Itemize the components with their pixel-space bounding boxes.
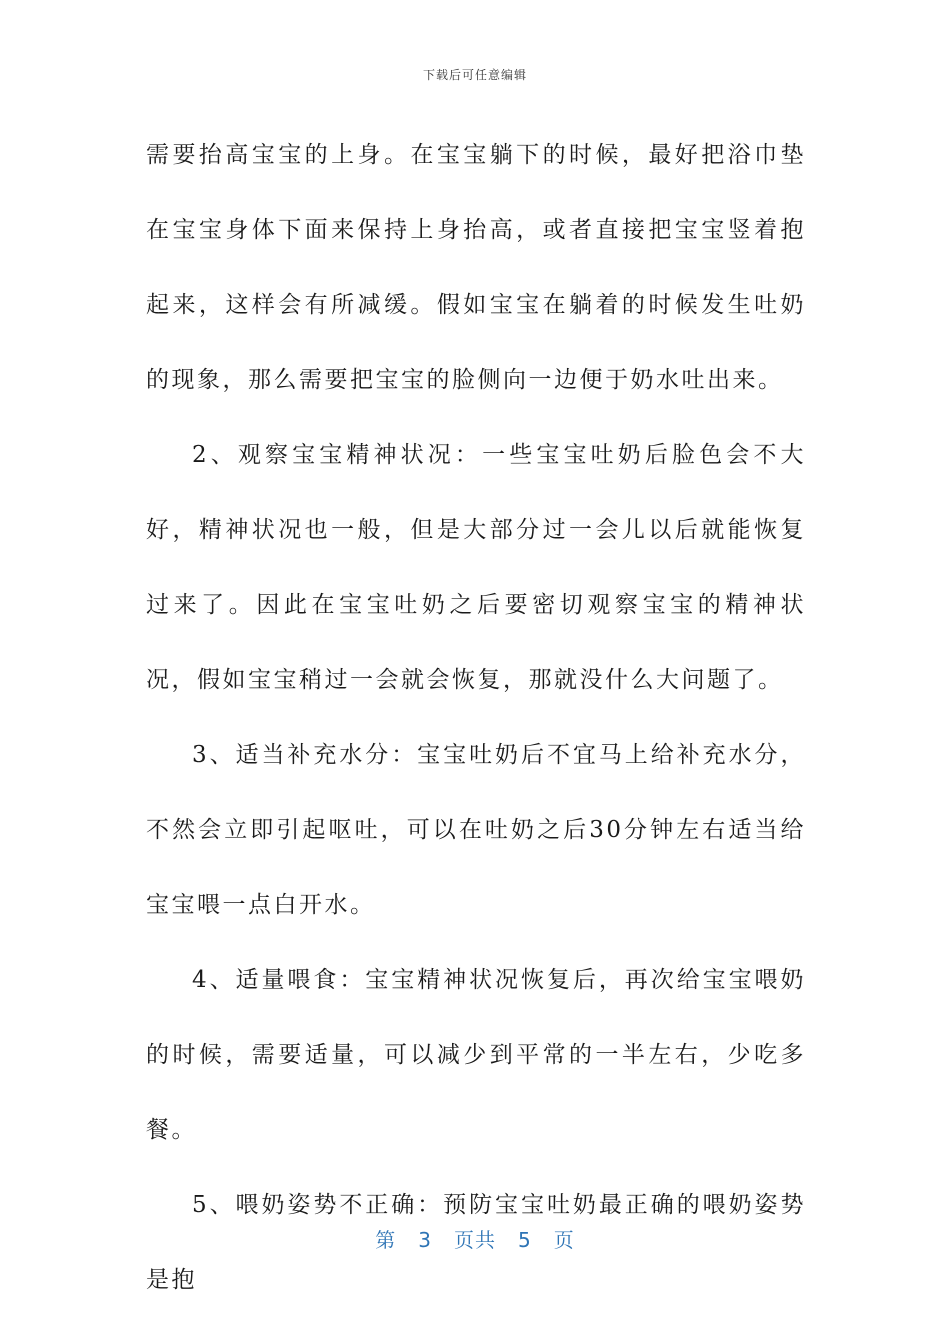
current-page-number: 3 — [418, 1228, 432, 1252]
document-body — [146, 118, 806, 1318]
total-pages-number: 5 — [518, 1228, 532, 1252]
paragraph-3: 3、适当补充水分：宝宝吐奶后不宜马上给补充水分，不然会立即引起呕吐，可以在吐奶之后30分钟左右适当给宝宝喂一点白开水。 — [146, 742, 806, 918]
paragraph-2: 2、观察宝宝精神状况：一些宝宝吐奶后脸色会不大好，精神状况也一般，但是大部分过一会儿以后就能恢复过来了。因此在宝宝吐奶之后要密切观察宝宝的精神状况，假如宝宝稍过一会就会恢复，那就没什么大问题了。 — [146, 442, 806, 693]
paragraph-4: 4、适量喂食：宝宝精神状况恢复后，再次给宝宝喂奶的时候，需要适量，可以减少到平常的一半左右，少吃多餐。 — [146, 967, 806, 1143]
page-prefix: 第 — [375, 1228, 397, 1252]
page-suffix: 页 — [553, 1228, 575, 1252]
page-middle: 页共 — [454, 1228, 496, 1252]
page-footer — [0, 1224, 950, 1253]
paragraph-1: 需要抬高宝宝的上身。在宝宝躺下的时候，最好把浴巾垫在宝宝身体下面来保持上身抬高，或者直接把宝宝竖着抱起来，这样会有所减缓。假如宝宝在躺着的时候发生吐奶的现象，那么需要把宝宝的脸侧向一边便于奶水吐出来。 — [146, 142, 806, 393]
paragraph-5: 5、喂奶姿势不正确：预防宝宝吐奶最正确的喂奶姿势是抱 — [146, 1192, 806, 1293]
page-header: 下载后可任意编辑 — [422, 68, 527, 82]
